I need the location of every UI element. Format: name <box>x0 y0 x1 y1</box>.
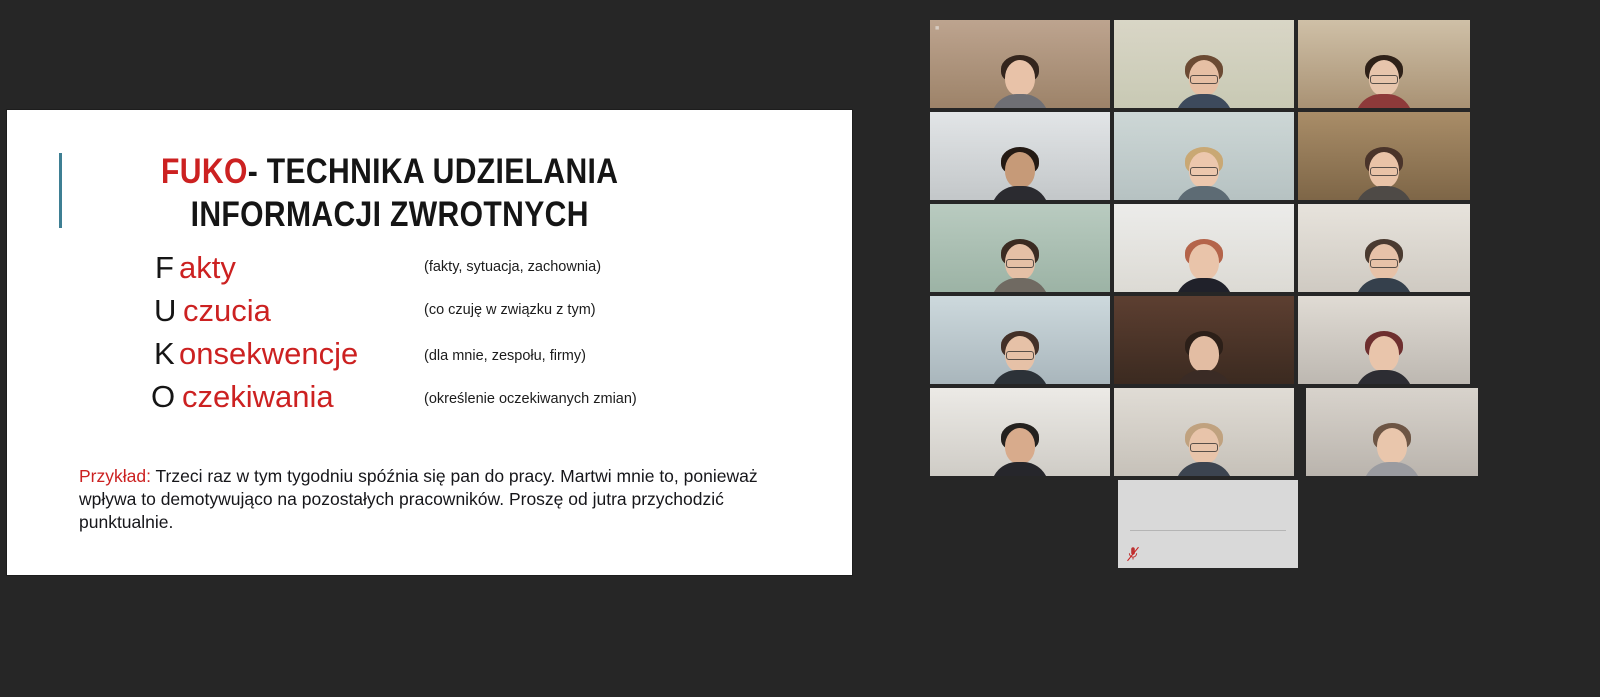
participant-tile[interactable] <box>1298 20 1470 108</box>
participant-gallery <box>930 20 1490 572</box>
participant-avatar <box>992 428 1048 476</box>
fuko-word-u: czucia <box>183 293 271 328</box>
fuko-letter-f: F <box>155 250 174 285</box>
fuko-letter-k: K <box>154 336 175 371</box>
participant-tile[interactable] <box>930 296 1110 384</box>
slide-title-highlight: FUKO <box>161 152 248 191</box>
fuko-item-u <box>147 293 827 336</box>
fuko-note-k: (dla mnie, zespołu, firmy) <box>424 348 586 364</box>
participant-tile-active-speaker[interactable] <box>1114 20 1294 108</box>
participant-tile[interactable] <box>1298 204 1470 292</box>
fuko-note-u: (co czuję w związku z tym) <box>424 302 596 318</box>
fuko-note-o: (określenie oczekiwanych zmian) <box>424 391 637 407</box>
participant-tile-no-video[interactable] <box>1118 480 1298 568</box>
participant-avatar <box>1356 244 1412 292</box>
fuko-letter-u: U <box>154 293 177 328</box>
fuko-word-f: akty <box>179 250 236 285</box>
participant-tile[interactable] <box>930 20 1110 108</box>
mic-off-icon <box>1126 546 1140 562</box>
participant-tile[interactable] <box>930 112 1110 200</box>
gallery-row <box>930 20 1490 108</box>
fuko-item-o <box>147 379 827 422</box>
gallery-row <box>930 112 1490 200</box>
fuko-word-k: onsekwencje <box>179 336 359 371</box>
participant-tile[interactable] <box>930 204 1110 292</box>
fuko-note-f: (fakty, sytuacja, zachownia) <box>424 259 602 275</box>
fuko-word-o: czekiwania <box>182 379 334 414</box>
gallery-row <box>930 204 1490 292</box>
participant-avatar <box>1176 428 1232 476</box>
presentation-slide <box>7 110 852 575</box>
participant-avatar <box>1176 152 1232 200</box>
participant-tile[interactable] <box>1114 204 1294 292</box>
participant-avatar <box>992 336 1048 384</box>
gallery-row <box>930 388 1490 476</box>
participant-avatar <box>992 60 1048 108</box>
slide-accent-bar <box>59 153 62 228</box>
participant-avatar <box>992 152 1048 200</box>
example-label: Przykład: <box>79 466 151 486</box>
gallery-row <box>930 296 1490 384</box>
example-text: Trzeci raz w tym tygodniu spóźnia się pan do pracy. Martwi mnie to, ponieważ wpływa to demotywująco na pozostałych pracowników. Proszę od jutra przychodzić punktualnie. <box>79 466 758 532</box>
participant-avatar <box>1356 152 1412 200</box>
participant-tile[interactable] <box>1306 388 1478 476</box>
slide-example-paragraph <box>79 465 789 534</box>
participant-tile[interactable] <box>930 388 1110 476</box>
participant-avatar <box>992 244 1048 292</box>
participant-tile[interactable] <box>1298 296 1470 384</box>
slide-title <box>93 150 686 236</box>
tile-label: ■ <box>935 25 940 32</box>
participant-tile[interactable] <box>1114 296 1294 384</box>
participant-avatar <box>1176 60 1232 108</box>
participant-tile[interactable] <box>1114 388 1294 476</box>
gallery-row <box>930 480 1490 568</box>
participant-tile[interactable] <box>1298 112 1470 200</box>
participant-avatar <box>1176 244 1232 292</box>
fuko-item-k <box>147 336 827 379</box>
participant-tile[interactable] <box>1114 112 1294 200</box>
participant-avatar <box>1176 336 1232 384</box>
fuko-item-f <box>147 250 827 293</box>
fuko-letter-o: O <box>151 379 176 414</box>
participant-avatar <box>1364 428 1420 476</box>
participant-avatar <box>1356 336 1412 384</box>
fuko-list <box>147 250 827 422</box>
slide-title-rest: - TECHNIKA UDZIELANIA INFORMACJI ZWROTNYCH <box>190 152 619 234</box>
participant-avatar <box>1356 60 1412 108</box>
tile-divider <box>1130 530 1286 531</box>
